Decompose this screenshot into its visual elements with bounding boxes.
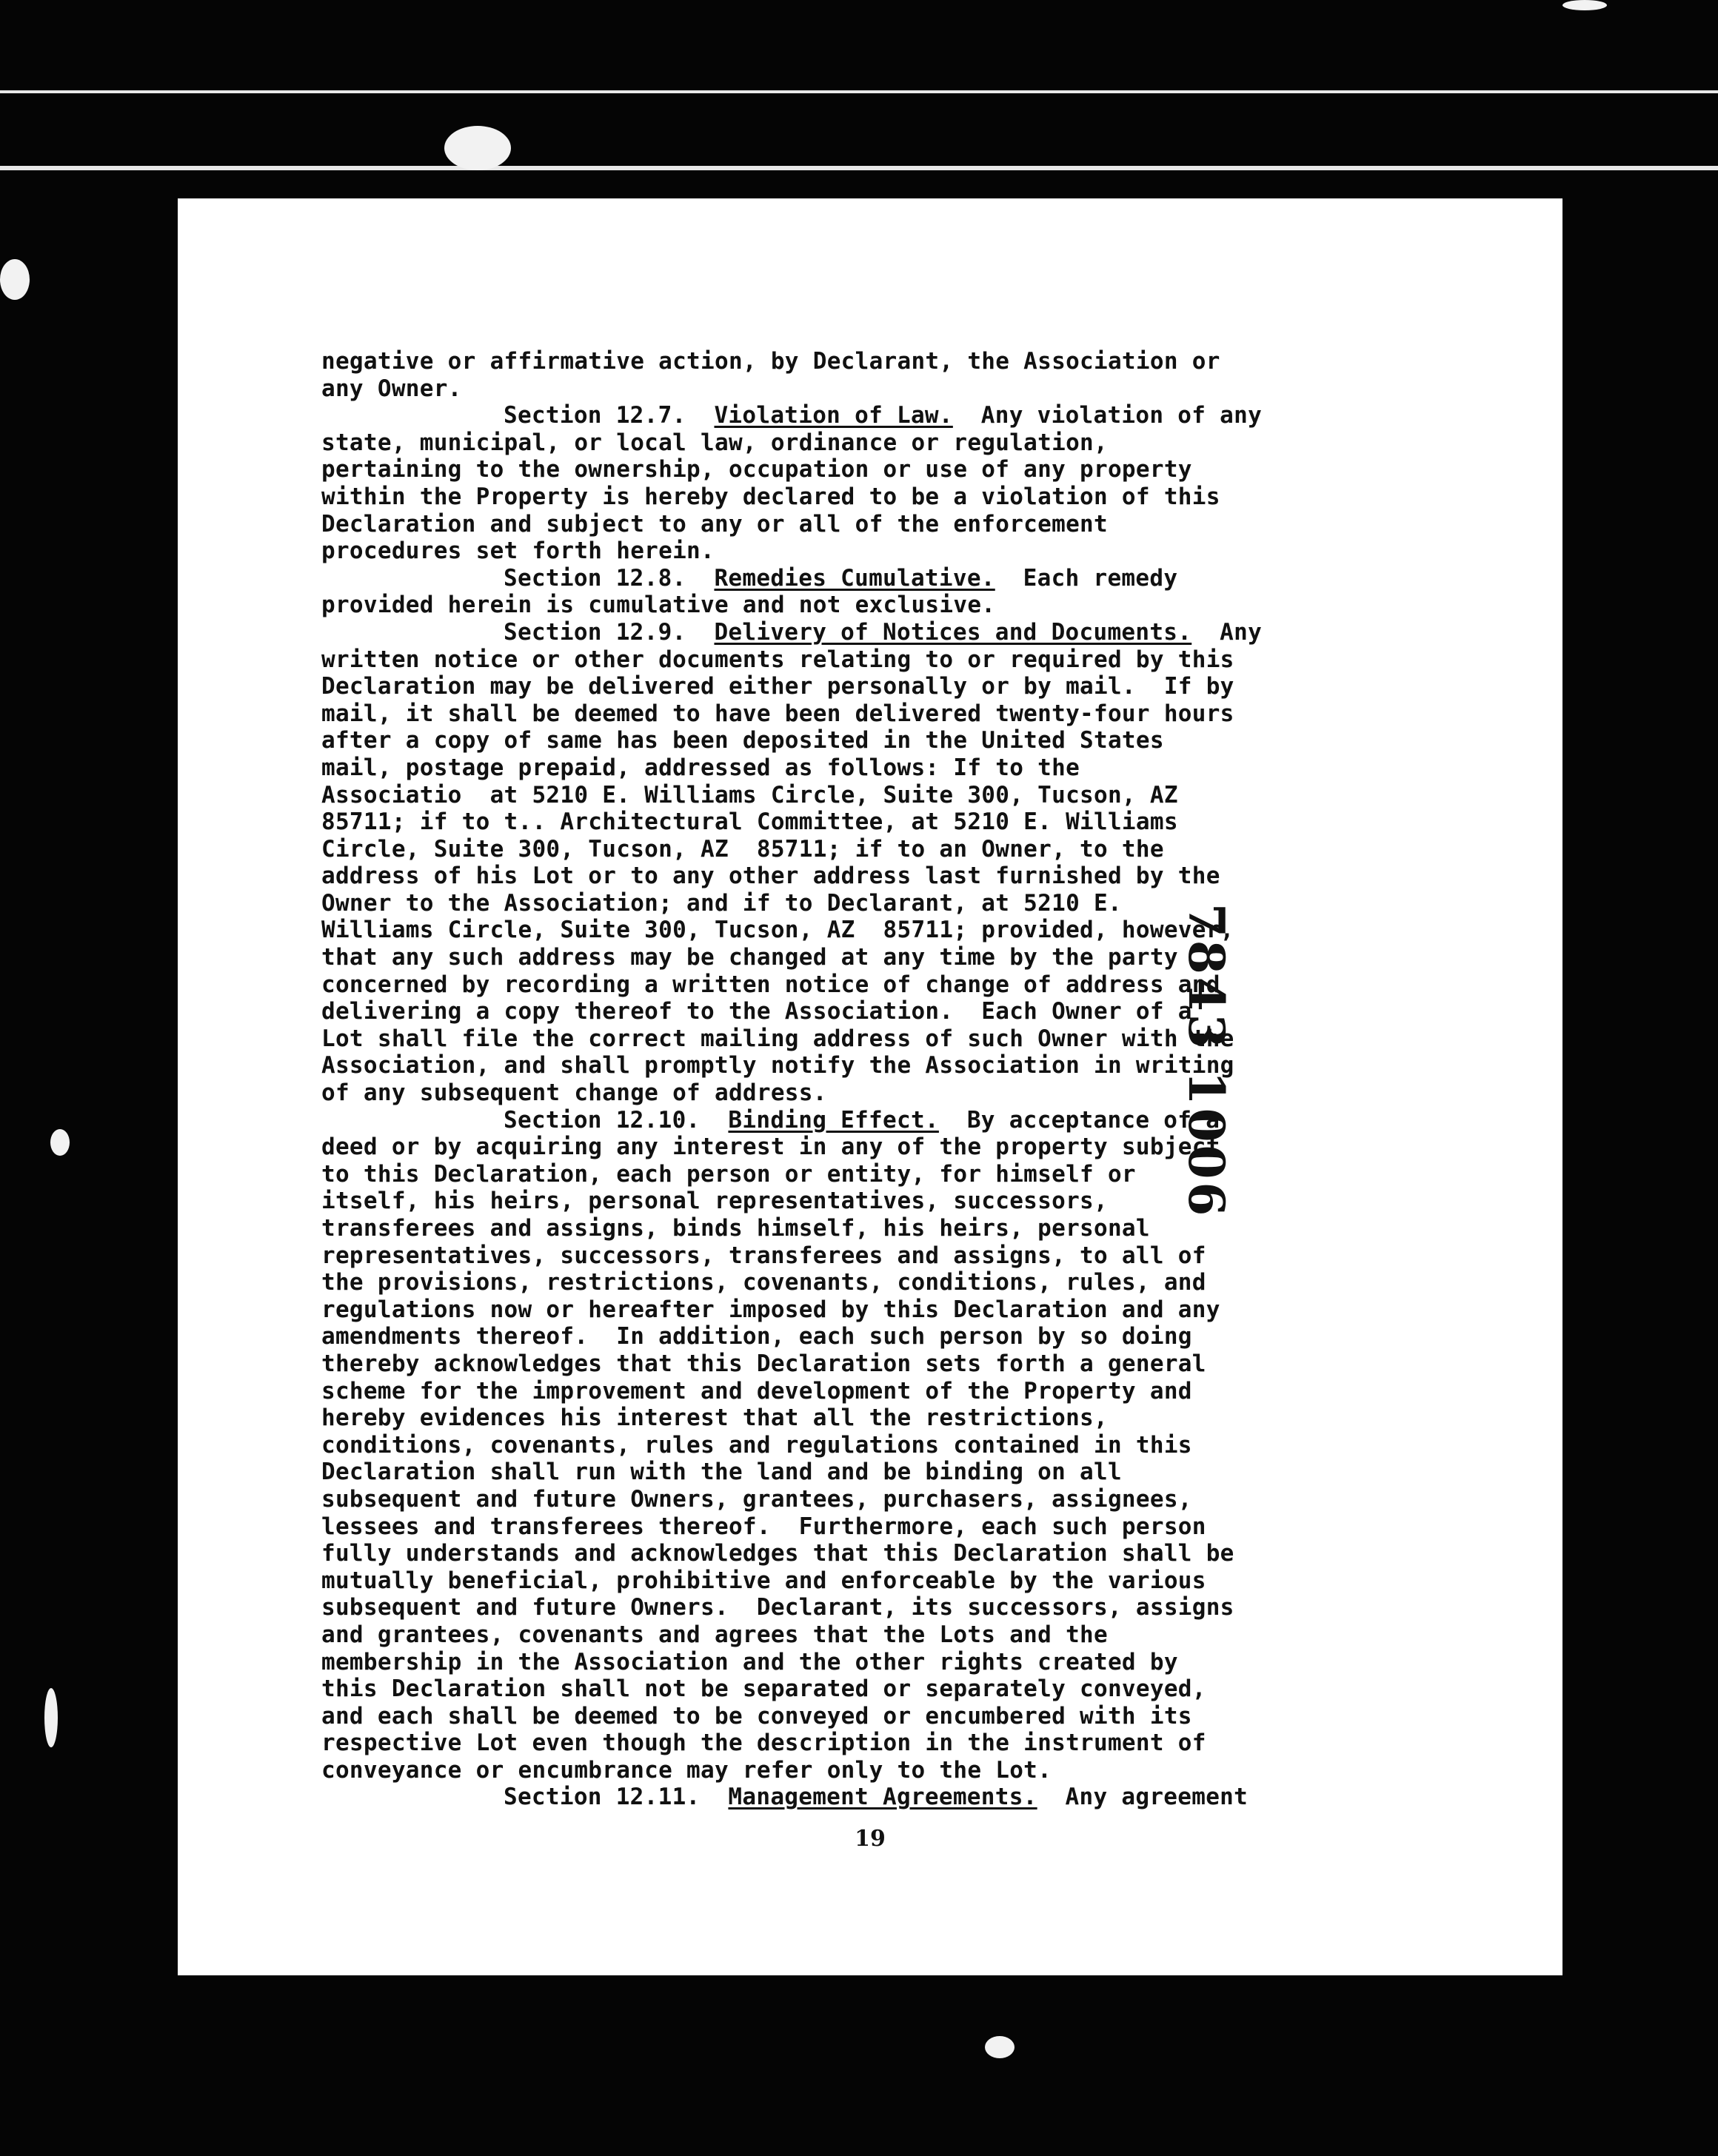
scan-speck (0, 259, 30, 300)
document-line (321, 944, 1454, 971)
document-line (321, 592, 1454, 619)
line-text: amendments thereof. In addition, each such person by so doing (321, 1323, 1192, 1350)
scan-speck (44, 1688, 58, 1747)
document-line (321, 890, 1454, 917)
line-text: Any (1191, 618, 1263, 646)
document-line (321, 1784, 1454, 1811)
line-text: conditions, covenants, rules and regulations contained in this (321, 1431, 1192, 1459)
document-line (321, 998, 1454, 1025)
document-line (321, 700, 1454, 728)
scan-border-line (0, 166, 1718, 170)
section-number: Section 12.11. (504, 1784, 729, 1811)
line-text: and grantees, covenants and agrees that the Lots and the (321, 1621, 1108, 1648)
document-line (321, 1675, 1454, 1703)
section-number: Section 12.9. (504, 618, 715, 646)
document-line (321, 727, 1454, 754)
document-line (321, 1513, 1454, 1541)
section-heading: Remedies Cumulative. (714, 564, 995, 592)
document-line (321, 754, 1454, 782)
line-text: Circle, Suite 300, Tucson, AZ 85711; if to an Owner, to the (321, 835, 1164, 863)
line-text: that any such address may be changed at any time by the party (321, 944, 1178, 971)
document-line (321, 782, 1454, 809)
line-text: respective Lot even though the description in the instrument of (321, 1730, 1206, 1757)
line-text: subsequent and future Owners. Declarant, its successors, assigns (321, 1594, 1234, 1621)
line-text: of any subsequent change of address. (321, 1079, 827, 1107)
line-text: Owner to the Association; and if to Declarant, at 5210 E. (321, 889, 1122, 917)
document-line (321, 1757, 1454, 1784)
document-page (178, 198, 1562, 1975)
section-number: Section 12.10. (504, 1106, 729, 1134)
line-text: fully understands and acknowledges that this Declaration shall be (321, 1540, 1234, 1567)
line-text: delivering a copy thereof to the Association. Each Owner of a (321, 998, 1192, 1025)
line-text: Associatio at 5210 E. Williams Circle, Suite 300, Tucson, AZ (321, 781, 1178, 808)
document-line (321, 1215, 1454, 1242)
line-text: to this Declaration, each person or entity, for himself or (321, 1160, 1136, 1188)
document-line (321, 456, 1454, 483)
document-line (321, 1079, 1454, 1107)
line-text: Any agreement (1037, 1784, 1249, 1811)
document-line (321, 565, 1454, 592)
line-text: after a copy of same has been deposited in the United States (321, 727, 1164, 754)
document-line (321, 1730, 1454, 1757)
document-line (321, 1594, 1454, 1621)
line-text: the provisions, restrictions, covenants, conditions, rules, and (321, 1269, 1206, 1296)
scan-speck (50, 1129, 70, 1156)
line-text: Lot shall file the correct mailing address of such Owner with the (321, 1025, 1234, 1052)
document-line (321, 1649, 1454, 1676)
document-body (321, 348, 1454, 1811)
document-line (321, 538, 1454, 565)
section-heading: Delivery of Notices and Documents. (714, 618, 1192, 646)
scan-speck (444, 126, 511, 170)
document-line (321, 673, 1454, 700)
line-text: Declaration and subject to any or all of the enforcement (321, 510, 1108, 538)
line-text: By acceptance of a (938, 1106, 1220, 1134)
line-text: pertaining to the ownership, occupation or use of any property (321, 456, 1192, 483)
document-line (321, 1107, 1454, 1134)
line-text: address of his Lot or to any other address last furnished by the (321, 863, 1220, 890)
document-line (321, 1459, 1454, 1486)
line-text: 85711; if to t.. Architectural Committee, at 5210 E. Williams (321, 808, 1178, 836)
document-line (321, 1350, 1454, 1378)
line-text: membership in the Association and the other rights created by (321, 1648, 1178, 1675)
document-line (321, 1296, 1454, 1324)
line-text: procedures set forth herein. (321, 538, 715, 565)
line-text: subsequent and future Owners, grantees, purchasers, assignees, (321, 1485, 1192, 1513)
section-number: Section 12.8. (504, 564, 715, 592)
document-line (321, 1621, 1454, 1649)
document-line (321, 808, 1454, 836)
line-text: Declaration may be delivered either personally or by mail. If by (321, 673, 1234, 700)
document-line (321, 1540, 1454, 1567)
line-text: Williams Circle, Suite 300, Tucson, AZ 85711; provided, however, (321, 917, 1234, 944)
scan-speck (1562, 0, 1607, 10)
document-line (321, 1025, 1454, 1053)
document-line (321, 1269, 1454, 1296)
line-text: representatives, successors, transferees and assigns, to all of (321, 1242, 1206, 1269)
line-text: scheme for the improvement and development of the Property and (321, 1377, 1192, 1405)
line-text: written notice or other documents relating to or required by this (321, 646, 1234, 673)
section-heading: Violation of Law. (714, 402, 953, 429)
document-line (321, 836, 1454, 863)
document-line (321, 375, 1454, 403)
document-line (321, 348, 1454, 375)
document-line (321, 1134, 1454, 1161)
line-text: Each remedy (995, 564, 1178, 592)
section-heading: Binding Effect. (728, 1106, 939, 1134)
line-text: negative or affirmative action, by Declarant, the Association or (321, 348, 1220, 375)
document-line (321, 1242, 1454, 1270)
document-line (321, 971, 1454, 999)
document-line (321, 1323, 1454, 1350)
document-line (321, 1378, 1454, 1405)
document-line (321, 917, 1454, 944)
document-line (321, 402, 1454, 429)
line-text: mail, it shall be deemed to have been delivered twenty-four hours (321, 700, 1234, 727)
line-text: state, municipal, or local law, ordinance or regulation, (321, 429, 1108, 456)
document-line (321, 1405, 1454, 1432)
line-text: Any violation of any (952, 402, 1263, 429)
line-text: conveyance or encumbrance may refer only to the Lot. (321, 1756, 1052, 1784)
line-text: mutually beneficial, prohibitive and enforceable by the various (321, 1567, 1206, 1594)
line-text: hereby evidences his interest that all the restrictions, (321, 1405, 1108, 1432)
line-text: transferees and assigns, binds himself, his heirs, personal (321, 1215, 1150, 1242)
document-line (321, 1567, 1454, 1595)
line-text: thereby acknowledges that this Declaration sets forth a general (321, 1350, 1206, 1377)
section-heading: Management Agreements. (728, 1784, 1037, 1811)
scan-speck (985, 2036, 1015, 2058)
line-text: itself, his heirs, personal representatives, successors, (321, 1188, 1108, 1215)
section-number: Section 12.7. (504, 402, 715, 429)
document-line (321, 429, 1454, 457)
document-line (321, 511, 1454, 538)
document-line (321, 1486, 1454, 1513)
line-text: concerned by recording a written notice of change of address and (321, 971, 1220, 998)
document-line (321, 1188, 1454, 1215)
document-line (321, 1432, 1454, 1459)
document-line (321, 1161, 1454, 1188)
line-text: this Declaration shall not be separated or separately conveyed, (321, 1675, 1206, 1703)
line-text: Declaration shall run with the land and be binding on all (321, 1459, 1122, 1486)
document-line (321, 1703, 1454, 1730)
line-text: any Owner. (321, 375, 462, 402)
page-number: 19 (855, 1826, 886, 1852)
line-text: Association, and shall promptly notify the Association in writing (321, 1052, 1234, 1079)
document-line (321, 619, 1454, 646)
document-line (321, 483, 1454, 511)
line-text: provided herein is cumulative and not exclusive. (321, 592, 996, 619)
line-text: and each shall be deemed to be conveyed or encumbered with its (321, 1702, 1192, 1730)
line-text: regulations now or hereafter imposed by this Declaration and any (321, 1296, 1220, 1323)
line-text: mail, postage prepaid, addressed as follows: If to the (321, 754, 1080, 781)
recording-stamp: 7843 1006 (1177, 903, 1235, 1219)
line-text: within the Property is hereby declared to be a violation of this (321, 483, 1220, 510)
document-line (321, 1052, 1454, 1079)
line-text: lessees and transferees thereof. Furthermore, each such person (321, 1513, 1206, 1540)
line-text: deed or by acquiring any interest in any of the property subject (321, 1134, 1220, 1161)
document-line (321, 863, 1454, 890)
scan-border-line (0, 90, 1718, 93)
document-line (321, 646, 1454, 674)
